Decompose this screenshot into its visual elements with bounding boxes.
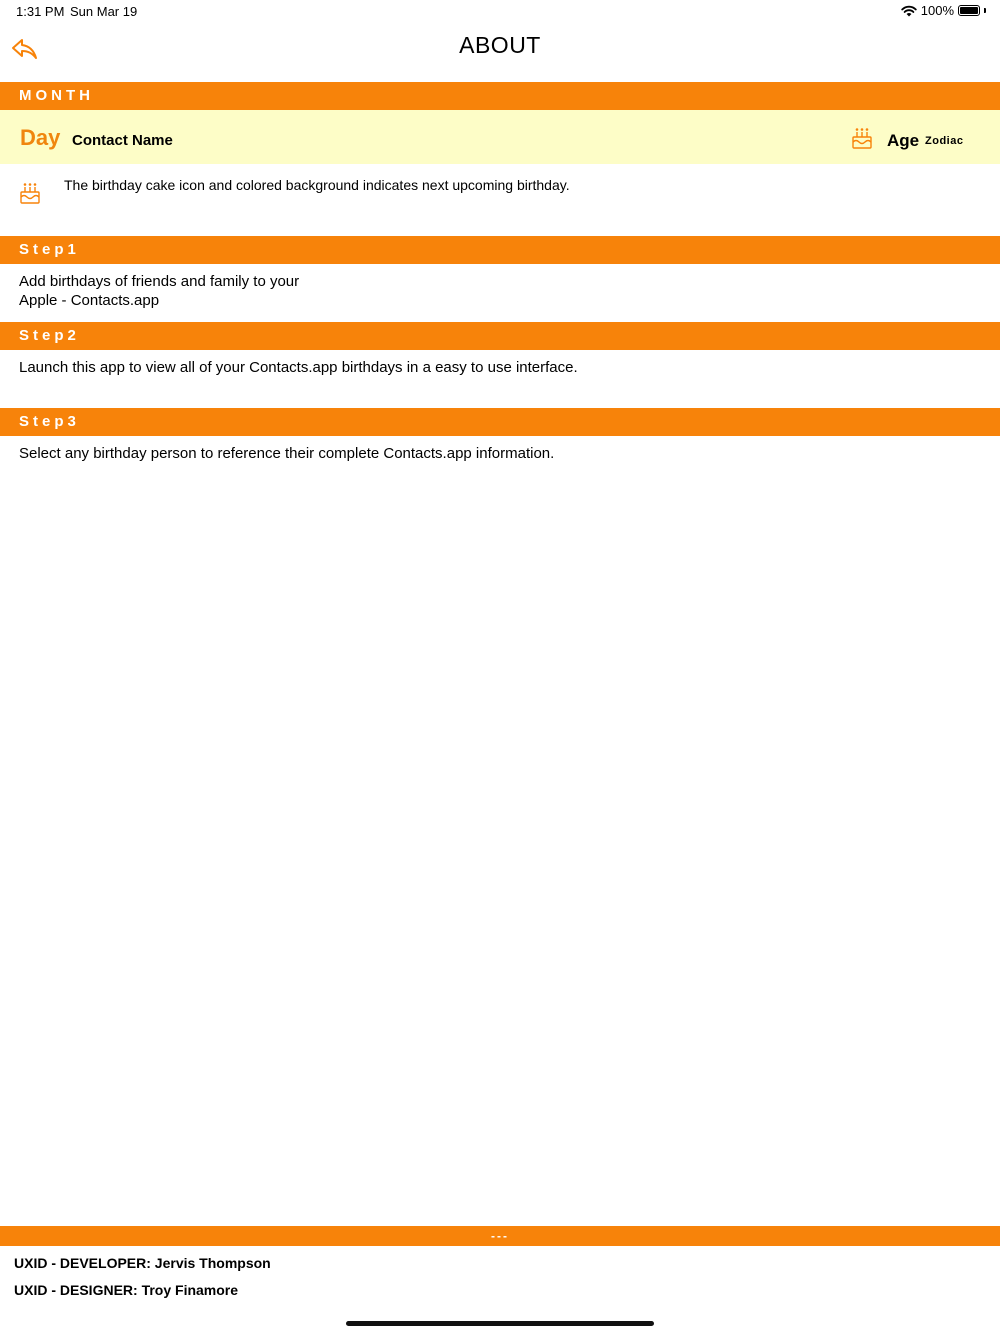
battery-icon <box>958 5 980 16</box>
home-indicator[interactable] <box>346 1321 654 1326</box>
month-header-bar: MONTH <box>0 82 1000 110</box>
designer-credit: UXID - DESIGNER: Troy Finamore <box>14 1282 239 1298</box>
footer-bar: --- <box>0 1226 1000 1246</box>
example-birthday-row <box>0 110 1000 164</box>
step3-header-bar: Step3 <box>0 408 1000 436</box>
example-contact-name: Contact Name <box>72 132 173 149</box>
developer-credit: UXID - DEVELOPER: Jervis Thompson <box>14 1255 271 1271</box>
battery-percent: 100% <box>920 3 954 18</box>
page-title: ABOUT <box>459 32 541 58</box>
birthday-cake-icon <box>851 126 873 150</box>
legend-text: The birthday cake icon and colored background indicates next upcoming birthday. <box>64 177 570 193</box>
status-indicators <box>901 3 986 18</box>
step2-header-bar: Step2 <box>0 322 1000 350</box>
battery-tip <box>984 8 986 13</box>
birthday-cake-icon <box>19 181 41 205</box>
example-day: Day <box>20 125 61 150</box>
status-date: Sun Mar 19 <box>70 4 138 19</box>
wifi-icon <box>901 5 917 17</box>
example-zodiac: Zodiac <box>925 135 964 147</box>
nav-bar <box>0 24 1000 82</box>
step3-text: Select any birthday person to reference their complete Contacts.app information. <box>19 445 555 462</box>
status-time: 1:31 PM <box>16 4 65 19</box>
step1-line2: Apple - Contacts.app <box>19 292 160 309</box>
step1-header-bar: Step1 <box>0 236 1000 264</box>
status-bar <box>0 0 1000 24</box>
step1-text <box>19 272 299 310</box>
example-age: Age <box>887 131 920 150</box>
step2-text: Launch this app to view all of your Contacts.app birthdays in a easy to use interface. <box>19 359 578 376</box>
step1-line1: Add birthdays of friends and family to your <box>19 273 300 290</box>
